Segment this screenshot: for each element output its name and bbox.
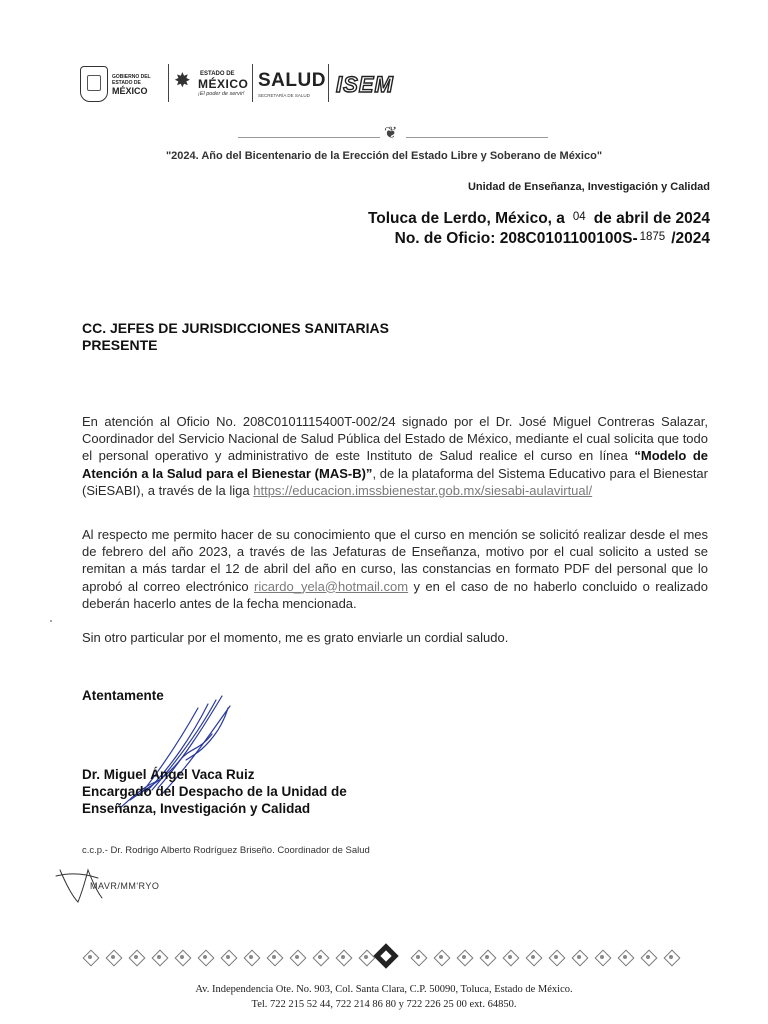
gobierno-line3: MÉXICO: [112, 86, 148, 96]
edomex-figure-icon: ✸: [174, 70, 191, 92]
footer-motif-icon: [615, 947, 635, 967]
footer-motif-icon: [103, 947, 123, 967]
signer-name: Dr. Miguel Ángel Vaca Ruiz: [82, 767, 255, 782]
footer-motif-icon: [310, 947, 330, 967]
oficio-line: [368, 228, 710, 248]
footer-motif-icon: [149, 947, 169, 967]
footer-address: [0, 982, 768, 1012]
initials-reference: MAVR/MM'RYO: [90, 881, 160, 891]
issuing-unit: Unidad de Enseñanza, Investigación y Calidad: [467, 181, 710, 193]
footer-motif-icon: [218, 947, 238, 967]
footer-address-line: Av. Independencia Ote. No. 903, Col. Santa Clara, C.P. 50090, Toluca, Estado de México.: [195, 984, 573, 995]
gobierno-line1: GOBIERNO DEL: [112, 74, 151, 80]
salud-word: SALUD: [258, 70, 326, 91]
footer-motif-icon: [500, 947, 520, 967]
year-motto: "2024. Año del Bicentenario de la Erección del Estado Libre y Soberano de México": [165, 150, 603, 162]
divider-line: [406, 137, 548, 138]
coat-of-arms-icon: [80, 66, 108, 102]
p1-text-b: , de la plataforma del Sistema Educativo para el Bienestar (SiESABI), a través de la liga: [82, 465, 708, 498]
edomex-small-text: ESTADO DE: [200, 71, 235, 77]
p2-text-a: Al respecto me permito hacer de su conocimiento que el curso en mención se solicitó realizar desde el mes de febrero del año 2023, a través de las Jefaturas de Enseñanza, motivo por el cual solicito a usted se remitan a más tardar el 12 de abril del año en curso, las constancias en formato PDF del personal que lo aprobó al correo electrónico: [82, 527, 708, 594]
course-name: “Modelo de Atención a la Salud para el Bienestar (MAS-B)”: [82, 448, 708, 481]
addressee-line1: CC. JEFES DE JURISDICCIONES SANITARIAS: [82, 320, 390, 336]
footer-motif-icon: [126, 947, 146, 967]
footer-ornament-band: [80, 944, 688, 970]
closing-atentamente: Atentamente: [82, 688, 164, 703]
footer-phones-line: Tel. 722 215 52 44, 722 214 86 80 y 722 226 25 00 ext. 64850.: [251, 999, 517, 1010]
signer-block: [82, 766, 347, 817]
footer-motif-icon: [431, 947, 451, 967]
divider-line: [238, 137, 380, 138]
footer-motif-icon: [287, 947, 307, 967]
ornament-icon: ❦: [384, 125, 398, 142]
edomex-logo: [174, 66, 258, 102]
footer-motif-icon: [477, 947, 497, 967]
edomex-tagline: ¡El poder de servir!: [198, 91, 245, 97]
oficio-suffix: /2024: [671, 230, 710, 247]
logo-divider: [252, 64, 253, 102]
footer-motif-icon: [523, 947, 543, 967]
handwritten-oficio-number: 1875: [639, 231, 666, 243]
edomex-big-text: MÉXICO: [198, 77, 249, 91]
footer-motif-icon: [80, 947, 100, 967]
salud-subtitle: SECRETARÍA DE SALUD: [258, 93, 310, 98]
email-link[interactable]: ricardo_yela@hotmail.com: [253, 578, 409, 594]
gobierno-logo: [80, 66, 162, 102]
course-link[interactable]: https://educacion.imssbienestar.gob.mx/siesabi-aulavirtual/: [253, 482, 593, 498]
footer-motif-icon: [592, 947, 612, 967]
footer-motif-icon: [241, 947, 261, 967]
body-paragraph-2: [82, 526, 708, 612]
body-paragraph-3: Sin otro particular por el momento, me es grato enviarle un cordial saludo.: [82, 630, 509, 645]
footer-motif-icon: [264, 947, 284, 967]
oficio-prefix: No. de Oficio: 208C0101100100S-: [394, 230, 638, 247]
place-date-line: [368, 208, 710, 228]
addressee-line2: PRESENTE: [82, 337, 158, 353]
scan-speck: [50, 620, 52, 622]
header-logos: [80, 64, 440, 104]
carbon-copy: c.c.p.- Dr. Rodrigo Alberto Rodríguez Briseño. Coordinador de Salud: [82, 845, 370, 856]
footer-motif-icon: [569, 947, 589, 967]
logo-divider: [328, 64, 329, 102]
place-and-oficio: [368, 208, 710, 248]
p1-text-a: En atención al Oficio No. 208C0101115400T-002/24 signado por el Dr. José Miguel Contreras Salazar, Coordinador del Servicio Nacional de Salud Pública del Estado de México, mediante el cual solicita que todo el personal operativo y administrativo de este Instituto de Salud realice el curso en línea: [82, 414, 708, 464]
signer-title-2: Enseñanza, Investigación y Calidad: [82, 801, 311, 816]
isem-logo: [336, 72, 416, 96]
footer-motif-icon: [408, 947, 428, 967]
gobierno-line2: ESTADO DE: [112, 80, 141, 86]
logo-divider: [168, 64, 169, 102]
footer-center-ornament-icon: [372, 942, 402, 972]
addressee: [82, 320, 389, 354]
salud-logo: [258, 66, 330, 102]
footer-motif-icon: [638, 947, 658, 967]
p2-text-b: y en el caso de no haberlo concluido o realizado deberán hacerlo antes de la fecha mencionada.: [82, 578, 708, 611]
signer-title-1: Encargado del Despacho de la Unidad de: [82, 784, 347, 799]
handwritten-day: 04: [572, 211, 586, 223]
footer-motif-icon: [356, 947, 376, 967]
place-prefix: Toluca de Lerdo, México, a: [367, 210, 565, 227]
gobierno-logo-text: [112, 74, 162, 96]
footer-motif-icon: [661, 947, 681, 967]
place-suffix: de abril de 2024: [593, 210, 710, 227]
footer-motif-icon: [454, 947, 474, 967]
body-paragraph-1: [82, 413, 708, 499]
isem-word: ISEM: [336, 72, 394, 97]
footer-motif-icon: [333, 947, 353, 967]
footer-motif-icon: [172, 947, 192, 967]
footer-motif-icon: [195, 947, 215, 967]
footer-motif-icon: [546, 947, 566, 967]
